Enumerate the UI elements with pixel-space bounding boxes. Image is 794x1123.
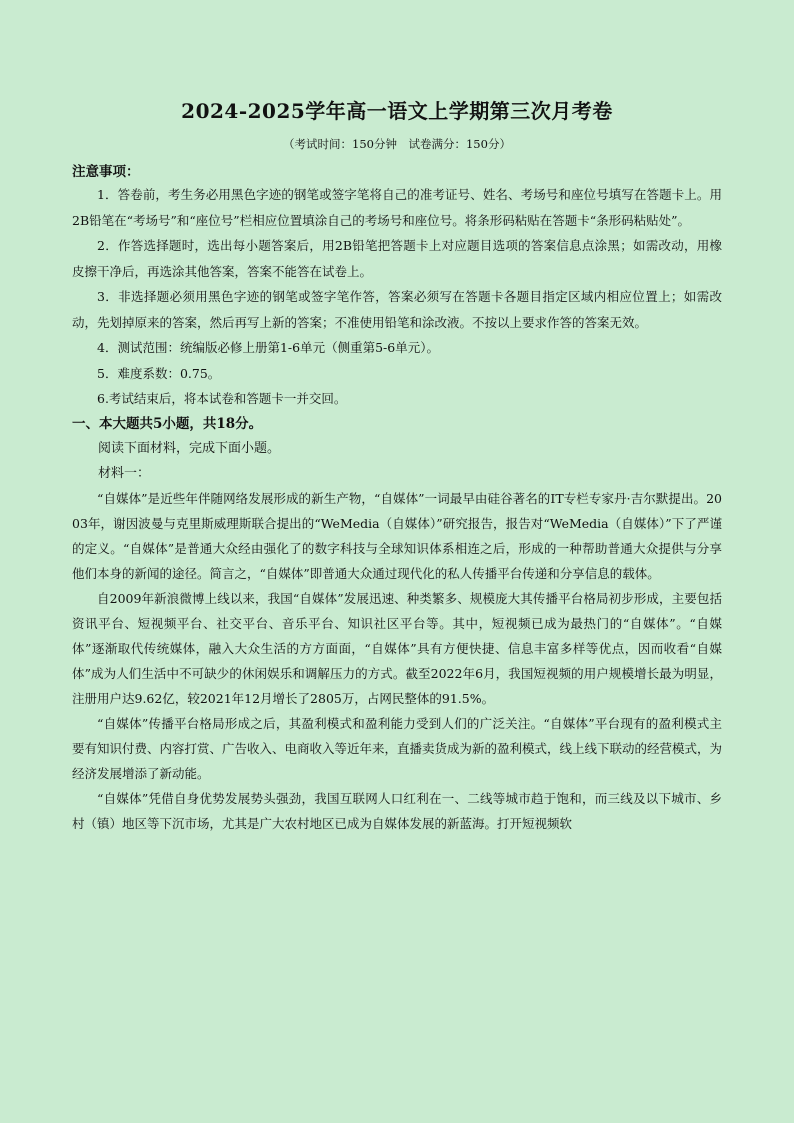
note-item-5: 5．难度系数：0.75。 bbox=[97, 365, 221, 381]
notes-heading: 注意事项： bbox=[72, 164, 140, 180]
note-item-3: 3．非选择题必须用黑色字迹的钢笔或签字笔作答，答案必须写在答题卡各题目指定区域内相应位置上；如需改动，先划掉原来的答案，然后再写上新的答案；不准使用铅笔和涂改液。不按以上要求作答的答案无效。 bbox=[72, 289, 722, 330]
material-paragraph-3: “自媒体”传播平台格局形成之后，其盈利模式和盈利能力受到人们的广泛关注。“自媒体”平台现有的盈利模式主要有知识付费、内容打赏、广告收入、电商收入等近年来，直播卖货成为新的盈利模式，线上线下联动的经营模式，为经济发展增添了新动能。 bbox=[72, 715, 723, 781]
section-heading: 一、本大题共5小题，共18分。 bbox=[72, 415, 263, 432]
note-item-1: 1．答卷前，考生务必用黑色字迹的钢笔或签字笔将自己的准考证号、姓名、考场号和座位号填写在答题卡上。用2B铅笔在“考场号”和“座位号”栏相应位置填涂自己的考场号和座位号。将条形码粘贴在答题卡“条形码粘贴处”。 bbox=[72, 187, 722, 228]
exam-page bbox=[72, 96, 722, 836]
page-title: 2024-2025学年高一语文上学期第三次月考卷 bbox=[181, 99, 613, 123]
reading-instruction: 阅读下面材料，完成下面小题。 bbox=[98, 440, 281, 456]
note-item-6: 6.考试结束后，将本试卷和答题卡一并交回。 bbox=[97, 391, 347, 406]
material-paragraph-4: “自媒体”凭借自身优势发展势头强劲，我国互联网人口红利在一、二线等城市趋于饱和，而三线及以下城市、乡村（镇）地区等下沉市场，尤其是广大农村地区已成为自媒体发展的新蓝海。打开短视频软 bbox=[72, 790, 722, 831]
material-paragraph-2: 自2009年新浪微博上线以来，我国“自媒体”发展迅速、种类繁多、规模庞大其传播平台格局初步形成，主要包括资讯平台、短视频平台、社交平台、音乐平台、知识社区平台等。其中，短视频已成为最热门的“自媒体”。“自媒体”逐渐取代传统媒体，融入大众生活的方方面面，“自媒体”具有方便快捷、信息丰富多样等优点，因而收看“自媒体”成为人们生活中不可缺少的休闲娱乐和调解压力的方式。截至2022年6月，我国短视频的用户规模增长最为明显，注册用户达9.62亿，较2021年12月增长了2805万，占网民整体的91.5%。 bbox=[72, 590, 722, 706]
material-label: 材料一： bbox=[98, 465, 151, 481]
material-paragraph-1: “自媒体”是近些年伴随网络发展形成的新生产物，“自媒体”一词最早由硅谷著名的IT专栏专家丹·吉尔默提出。2003年，谢因波曼与克里斯威理斯联合提出的“WeMedia（自媒体）”研究报告，报告对“WeMedia（自媒体）”下了严谨的定义。“自媒体”是普通大众经由强化了的数字科技与全球知识体系相连之后，形成的一种帮助普通大众提供与分享他们本身的新闻的途径。简言之，“自媒体”即普通大众通过现代化的私人传播平台传递和分享信息的载体。 bbox=[72, 490, 722, 581]
exam-info: （考试时间：150分钟 试卷满分：150分） bbox=[283, 137, 511, 151]
note-item-2: 2．作答选择题时，选出每小题答案后，用2B铅笔把答题卡上对应题目选项的答案信息点涂黑；如需改动，用橡皮擦干净后，再选涂其他答案，答案不能答在试卷上。 bbox=[72, 238, 722, 279]
note-item-4: 4．测试范围：统编版必修上册第1-6单元（侧重第5-6单元）。 bbox=[97, 340, 439, 355]
